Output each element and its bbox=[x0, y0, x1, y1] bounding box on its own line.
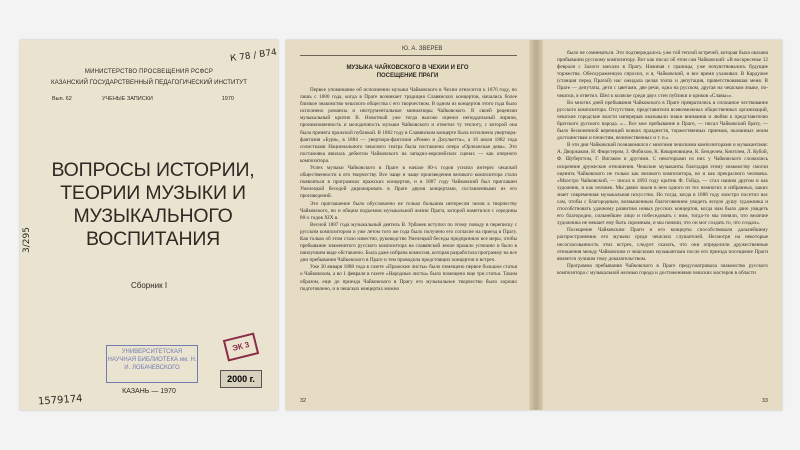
paragraph: Уже 30 января 1888 года в газете «Пражские листы» было помещено первое большое статья о Чайковском, а во 1 февраля в газете «Народные листы» было помещено еще три статьи. Таким образом, еще до приезда Чайковского в Прагу его музыкальное творчество было хорошо подготовлено, и в чешских концертах можно bbox=[300, 264, 517, 292]
cover-year: 1970 bbox=[221, 96, 234, 102]
cover-volume: Вып. 62 bbox=[52, 96, 72, 102]
paragraph: В эти дни Чайковский познакомился с многими чешскими композиторами и музыкантами: А. Дворжаком, Н. Фюрстером, З. Фибихом, К. Коварновицем, К. Бенделем, Книтлем, Л. Кубой, Ф. Шуберттом, Г. Вигаком и другими. С некоторыми из них у Чайковского сложились искренние дружеские отношения. Чешские музыканты благодаря этому знакомству смогли оценить Чайковского не только как великого композитора, но и как прекрасного человека. «Маэстро Чайковский, — писал в 1893 году критик Ф. Гойда, — стал нашим другом и как художник, и как человек. Мы давно знали в нем одного из тех немногих и избранных, каких знает современная музыкальная искусство. Но тогда, когда в 1888 году маэстро посетил нас сам, чтобы с благородным, возвышенным благоговением увидеть ясную душу художника и способствовать удачному развитию новых русских концертов, когда нам было дано увидеть его благородно, сильнейшее лицо и побеседовать с ним, тогда-то мы поняли, что величие художника не мешает ему быть скромным, и мы поняли, что он мог создать то, что создал». bbox=[557, 142, 768, 227]
cover-city-year: КАЗАНЬ — 1970 bbox=[122, 388, 176, 395]
cover-institute: КАЗАНСКИЙ ГОСУДАРСТВЕННЫЙ ПЕДАГОГИЧЕСКИЙ ИНСТИТУТ bbox=[51, 79, 247, 86]
article-title: МУЗЫКА ЧАЙКОВСКОГО В ЧЕХИИ И ЕГО ПОСЕЩЕНИЕ ПРАГИ bbox=[346, 65, 469, 79]
paragraph: Посещение Чайковским Праги и его концерты способствовали дальнейшему распространению его музыки среди чешских слушателей. Несмотря на некоторые несогласованность этих встреч, следует сказать, что они определили дружественные отношения между Чайковским и чешскими музыкантами после его приезда посещение Праги является лучшим тому доказательством. bbox=[557, 227, 768, 262]
cover-title: ВОПРОСЫ ИСТОРИИ, ТЕОРИИ МУЗЫКИ И МУЗЫКАЛЬНОГО ВОСПИТАНИЯ bbox=[51, 159, 255, 250]
cover-issue: Сборник I bbox=[130, 281, 168, 290]
handwritten-side-note: 3/295 bbox=[21, 227, 32, 253]
page-number: 32 bbox=[300, 398, 307, 404]
left-page bbox=[286, 40, 529, 410]
right-page-body bbox=[557, 50, 768, 396]
paragraph: Во многих дней пребывания Чайковского в Праге превратились в сплошное чествование русского композитора. Отсутствие, представители всевозможных общественных организаций, чешские городские власти наперерыв оказывали знаки внимания и любви к представителю братского русского народа. «... Все мое пребывание в Праге, — писал Чайковский брату, — было бесконечной вереницей всяких празднеств, торжественных приемов, оказанных моим достоинствам и почестям, величественных и т. п.» bbox=[557, 99, 768, 142]
paragraph: Весной 1887 года музыкальный деятель В. Урбанек вступил по этому поводу в переписку с русским композитором и уже летом того же года было получено его согласие на приезд в Прагу. Как только об этом стало известно, руководство Умелецкой беседы предприняло все меры, чтобы пребывание знаменитого русского композитора на славянской земле прошло успешно и было в наилучшем виде обставлено. Была даже избрана комиссия, которая разработала программу на все дни пребывания Чайковского в Праге и тем проводила предстоящих концертов и встреч. bbox=[300, 221, 517, 264]
cover-ministry: МИНИСТЕРСТВО ПРОСВЕЩЕНИЯ РСФСР bbox=[84, 69, 214, 75]
paragraph: Первое упоминание об исполнении музыки Чайковского в Чехии относится к 1876 году, по лишь с 1880 года, когда в Праге возникает традиция Славянских концертов, начались более близкое знакомство чешского общества с его творчеством. В одном из концертов этого года было исполнено романсы и инструментальные миниатюры Чайковского. В своей рецензии музыкальный критик В. Новотный уже тогда высоко оценил неподдельный лиризм, проникновенность и мелодичность музыки Чайковского и отметил ту теплоту, с которой она была принята пражской публикой. В 1882 году в Славянском концерте была исполнена увертюра-фантазия «Буря», в 1884 — увертюра-фантазия «Ромео и Джульетта», а 16 июля 1882 года солистками Национального чешского театра была поставлена опера «Орлеанская дева». Это постановка явилась дебютом Чайковского на западно-европейских сценах — как оперного композитора. bbox=[300, 87, 517, 164]
right-page bbox=[543, 40, 782, 410]
stamp-ek: ЭК 3 bbox=[223, 332, 259, 361]
library-stamp: УНИВЕРСИТЕТСКАЯ НАУЧНАЯ БИБЛИОТЕКА им. Н. И. ЛОБАЧЕВСКОГО bbox=[106, 345, 198, 383]
running-head: Ю. А. ЗВЕРЕВ bbox=[402, 46, 443, 52]
price-label: 2000 г. bbox=[220, 370, 262, 388]
handwritten-call-number: К 78 / В74 bbox=[229, 47, 278, 65]
left-page-body bbox=[300, 87, 517, 397]
open-book-spread bbox=[286, 40, 782, 410]
paragraph: Программа пребывания Чайковского в Праге предусматривала знакомство русского композитора с музыкальной жизнью города и достижениями чешских мастеров в области bbox=[557, 262, 768, 276]
book-cover bbox=[20, 40, 278, 410]
paragraph: было не сомневаться. Это подтверждалось уже той теплой встречей, которая была оказана прибывшим русскому композитору. Вот как писал об этом сам Чайковский: «В воскресенье 12 февраля с Залоги заехали в Прагу. Начиная с границы, уже почувствовались будущие торжества. Обескураженную спросил, и я, Чайковский, и все время ухаживал. В Кардужее (станция перед Прагой) нас ожидала целая толпа и депутация, приветствовавшая меня. В Праге — депутаты, дети с цветами, две речи, одна на русском, другая на чешском языке, по-чешски, я ответил. Шел к коляске среди двух стен публики и криков «Славы»». bbox=[557, 50, 768, 99]
page-number: 33 bbox=[761, 398, 768, 404]
cover-series: УЧЕНЫЕ ЗАПИСКИ bbox=[102, 96, 153, 102]
header-rule bbox=[300, 55, 517, 56]
paragraph: Успех музыки Чайковского в Праге в начале 80-х годов усилил интерес чешской общественности к его творчеству. Все чаще и чаще произведения великого композитора стали появляться в программах пражских концертов, и в 1887 году Чайковский был приглашен Умелецкой беседой дирижировать в Праге двумя концертами, составленными из его произведений. bbox=[300, 165, 517, 200]
book-gutter bbox=[529, 40, 543, 410]
paragraph: Это приглашение было обусловлено не только большим интересом чехов к творчеству Чайковского, но и общим подъемом музыкальной жизни Праги, которой наметился с середины 80-х годов XIX в. bbox=[300, 200, 517, 221]
handwritten-inventory-number: 1579174 bbox=[37, 393, 83, 408]
